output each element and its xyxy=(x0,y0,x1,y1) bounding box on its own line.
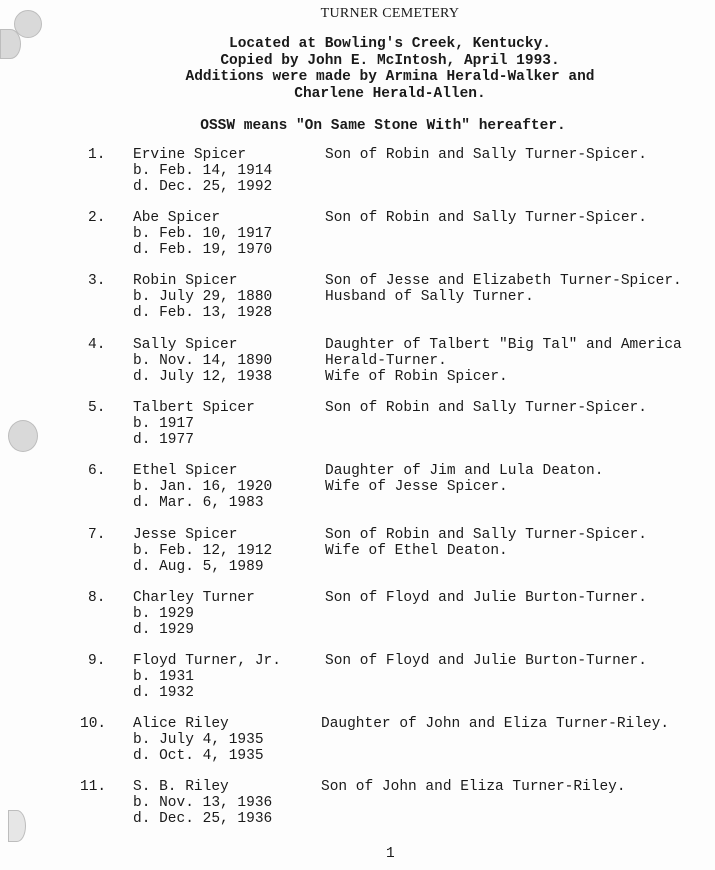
entry-born: b. 1931 xyxy=(133,668,194,685)
entry-died: d. 1932 xyxy=(133,684,194,701)
entry-born: b. Feb. 14, 1914 xyxy=(133,162,273,179)
entry-note: Herald-Turner. xyxy=(325,352,447,369)
entry-person xyxy=(133,401,255,448)
entry-born: b. Nov. 14, 1890 xyxy=(133,352,273,369)
entry-note: Daughter of John and Eliza Turner-Riley. xyxy=(321,716,670,732)
header-line: Charlene Herald-Allen. xyxy=(294,85,486,102)
entry-note: Son of Jesse and Elizabeth Turner-Spicer. xyxy=(325,273,682,289)
entry-notes xyxy=(325,401,647,417)
page-number: 1 xyxy=(386,846,395,862)
entry-person xyxy=(133,148,272,195)
entry-person xyxy=(133,274,272,321)
entry-name: Ethel Spicer xyxy=(133,463,238,479)
entry-born: b. July 4, 1935 xyxy=(133,731,264,748)
entry-notes xyxy=(325,591,647,607)
entry-born: b. Feb. 12, 1912 xyxy=(133,542,273,559)
entry-name: Alice Riley xyxy=(133,716,229,732)
entry-died: d. 1977 xyxy=(133,431,194,448)
entry-died: d. Aug. 5, 1989 xyxy=(133,558,264,575)
entry-person xyxy=(133,654,281,701)
header-line: Additions were made by Armina Herald-Walker and xyxy=(185,69,595,85)
entry-note: Son of John and Eliza Turner-Riley. xyxy=(321,779,626,795)
entry-note: Wife of Ethel Deaton. xyxy=(325,542,508,559)
entry-born: b. July 29, 1880 xyxy=(133,288,273,305)
entry-number: 5. xyxy=(88,400,106,416)
entry-note: Wife of Robin Spicer. xyxy=(325,368,508,385)
entry-person xyxy=(133,464,272,511)
entry-notes xyxy=(325,211,647,227)
entry-died: d. Mar. 6, 1983 xyxy=(133,494,264,511)
entry-notes xyxy=(325,274,682,306)
entry-notes xyxy=(325,528,647,560)
entry-number: 3. xyxy=(88,273,106,289)
entry-name: Floyd Turner, Jr. xyxy=(133,653,281,669)
entry-name: Talbert Spicer xyxy=(133,400,255,416)
entry-born: b. Jan. 16, 1920 xyxy=(133,478,273,495)
entry-note: Daughter of Talbert "Big Tal" and America xyxy=(325,337,682,353)
entry-note: Son of Floyd and Julie Burton-Turner. xyxy=(325,653,647,669)
entry-person xyxy=(133,211,272,258)
entry-note: Son of Floyd and Julie Burton-Turner. xyxy=(325,590,647,606)
entry-person xyxy=(133,591,255,638)
hole-punch-mark xyxy=(8,810,26,842)
entry-name: Charley Turner xyxy=(133,590,255,606)
document-header xyxy=(0,36,715,102)
entry-born: b. Nov. 13, 1936 xyxy=(133,794,273,811)
entry-notes xyxy=(325,464,603,496)
entry-notes xyxy=(325,148,647,164)
entry-number: 4. xyxy=(88,337,106,353)
entry-note: Husband of Sally Turner. xyxy=(325,288,534,305)
entry-born: b. 1929 xyxy=(133,605,194,622)
entry-number: 10. xyxy=(80,716,107,732)
entry-notes xyxy=(321,780,626,796)
entry-died: d. Feb. 19, 1970 xyxy=(133,241,273,258)
entry-number: 9. xyxy=(88,653,106,669)
entry-died: d. July 12, 1938 xyxy=(133,368,273,385)
entry-died: d. Dec. 25, 1936 xyxy=(133,810,273,827)
entry-note: Son of Robin and Sally Turner-Spicer. xyxy=(325,400,647,416)
entry-name: Robin Spicer xyxy=(133,273,238,289)
hole-punch-mark xyxy=(8,420,38,452)
entry-notes xyxy=(325,338,682,385)
entry-person xyxy=(133,528,272,575)
entry-note: Son of Robin and Sally Turner-Spicer. xyxy=(325,527,647,543)
entry-died: d. Dec. 25, 1992 xyxy=(133,178,273,195)
ossw-note: OSSW means "On Same Stone With" hereafter. xyxy=(200,118,566,134)
entry-number: 2. xyxy=(88,210,106,226)
entry-person xyxy=(133,338,272,385)
entry-born: b. Feb. 10, 1917 xyxy=(133,225,273,242)
entry-number: 11. xyxy=(80,779,107,795)
entry-name: Sally Spicer xyxy=(133,337,238,353)
entry-name: Jesse Spicer xyxy=(133,527,238,543)
header-line: Copied by John E. McIntosh, April 1993. xyxy=(220,52,560,69)
entry-number: 8. xyxy=(88,590,106,606)
entry-name: S. B. Riley xyxy=(133,779,229,795)
header-line: Located at Bowling's Creek, Kentucky. xyxy=(229,36,551,52)
entry-note: Wife of Jesse Spicer. xyxy=(325,478,508,495)
entry-note: Son of Robin and Sally Turner-Spicer. xyxy=(325,210,647,226)
entry-died: d. 1929 xyxy=(133,621,194,638)
entry-died: d. Feb. 13, 1928 xyxy=(133,304,273,321)
entry-name: Ervine Spicer xyxy=(133,147,247,163)
entry-notes xyxy=(321,717,669,733)
entry-note: Daughter of Jim and Lula Deaton. xyxy=(325,463,604,479)
entry-number: 7. xyxy=(88,527,106,543)
entry-name: Abe Spicer xyxy=(133,210,221,226)
entry-born: b. 1917 xyxy=(133,415,194,432)
entry-number: 6. xyxy=(88,463,106,479)
entry-died: d. Oct. 4, 1935 xyxy=(133,747,264,764)
document-title: TURNER CEMETERY xyxy=(320,6,460,21)
entry-person xyxy=(133,717,264,764)
entry-note: Son of Robin and Sally Turner-Spicer. xyxy=(325,147,647,163)
entry-notes xyxy=(325,654,647,670)
entry-number: 1. xyxy=(88,147,106,163)
entry-person xyxy=(133,780,272,827)
